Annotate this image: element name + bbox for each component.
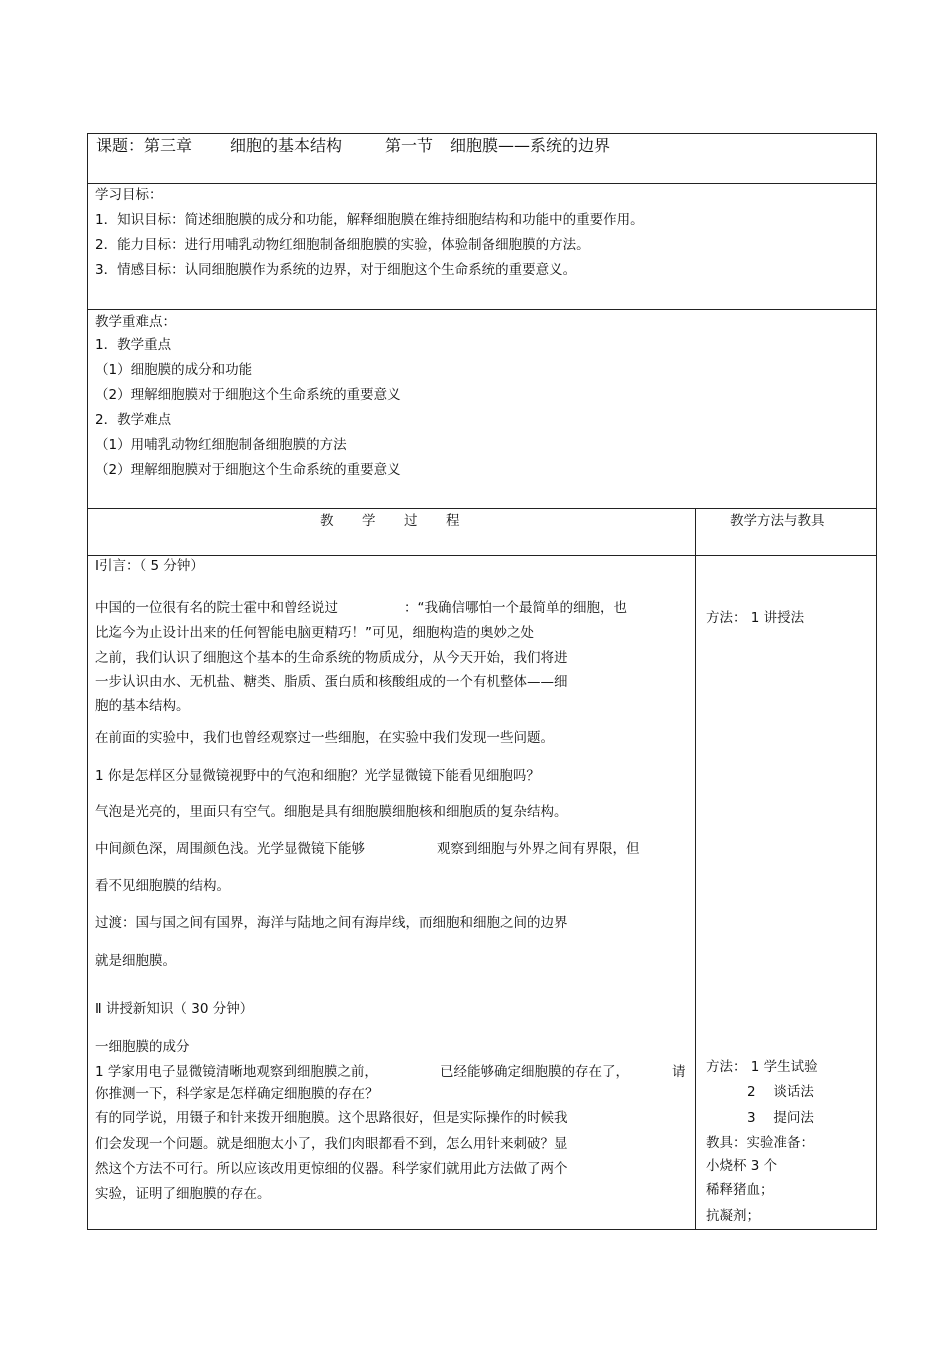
row-divider-process-header [87, 555, 877, 556]
paragraph-line: 有的同学说，用镊子和针来拨开细胞膜。这个思路很好，但是实际操作的时候我 [95, 1110, 568, 1126]
row-divider-objectives [87, 309, 877, 310]
objective-item: 1．知识目标：简述细胞膜的成分和功能，解释细胞膜在维持细胞结构和功能中的重要作用。 [95, 212, 644, 228]
objective-item: 2．能力目标：进行用哺乳动物红细胞制备细胞膜的实验，体验制备细胞膜的方法。 [95, 237, 590, 253]
paragraph-line: 中国的一位很有名的院士霍中和曾经说过 [95, 600, 338, 616]
paragraph-line: 们会发现一个问题。就是细胞太小了，我们肉眼都看不到，怎么用针来刺破？显 [95, 1136, 568, 1152]
transition-line: 就是细胞膜。 [95, 953, 176, 969]
transition-line: 过渡：国与国之间有国界，海洋与陆地之间有海岸线，而细胞和细胞之间的边界 [95, 915, 568, 931]
new-knowledge-title: Ⅱ 讲授新知识（ 30 分钟） [95, 1001, 254, 1017]
tool-line: 抗凝剂； [706, 1208, 760, 1224]
method-line: 2 谈话法 [747, 1084, 814, 1100]
paragraph-line: 一步认识由水、无机盐、糖类、脂质、蛋白质和核酸组成的一个有机整体——细 [95, 674, 568, 690]
keypoint-line: （2）理解细胞膜对于细胞这个生命系统的重要意义 [95, 462, 401, 478]
row-divider-title [87, 183, 877, 184]
methods-header: 教学方法与教具 [730, 513, 825, 529]
objectives-heading: 学习目标： [95, 187, 163, 203]
intro-title: Ⅰ引言：（ 5 分钟） [95, 558, 204, 574]
title-topic: 细胞膜——系统的边界 [450, 136, 611, 155]
paragraph-line: 请 [672, 1064, 686, 1080]
process-header-char: 过 [404, 513, 418, 529]
method-line: 3 提问法 [747, 1110, 814, 1126]
method-line: 方法： 1 讲授法 [706, 610, 805, 626]
answer-line: 观察到细胞与外界之间有界限，但 [437, 841, 640, 857]
keypoint-line: （2）理解细胞膜对于细胞这个生命系统的重要意义 [95, 387, 401, 403]
paragraph-line: 在前面的实验中，我们也曾经观察过一些细胞，在实验中我们发现一些问题。 [95, 730, 554, 746]
paragraph-line: 然这个方法不可行。所以应该改用更惊细的仪器。科学家们就用此方法做了两个 [95, 1161, 568, 1177]
objective-item: 3．情感目标：认同细胞膜作为系统的边界，对于细胞这个生命系统的重要意义。 [95, 262, 577, 278]
keypoint-line: 2．教学难点 [95, 412, 172, 428]
title-prefix: 课题：第三章 [96, 136, 193, 155]
paragraph-line: 你推测一下，科学家是怎样确定细胞膜的存在？ [95, 1086, 379, 1102]
paragraph-line: ：“我确信哪怕一个最简单的细胞，也 [404, 600, 627, 616]
paragraph-line: 之前，我们认识了细胞这个基本的生命系统的物质成分，从今天开始，我们将进 [95, 650, 568, 666]
answer-line: 看不见细胞膜的结构。 [95, 878, 230, 894]
process-header-char: 教 [320, 513, 334, 529]
paragraph-line: 胞的基本结构。 [95, 698, 190, 714]
process-header-char: 程 [446, 513, 460, 529]
keypoints-heading: 教学重难点： [95, 314, 176, 330]
tool-line: 稀释猪血； [706, 1182, 774, 1198]
paragraph-line: 实验，证明了细胞膜的存在。 [95, 1186, 271, 1202]
answer-line: 气泡是光亮的，里面只有空气。细胞是具有细胞膜细胞核和细胞质的复杂结构。 [95, 804, 568, 820]
paragraph-line: 1 学家用电子显微镜清晰地观察到细胞膜之前， [95, 1064, 378, 1080]
answer-line: 中间颜色深，周围颜色浅。光学显微镜下能够 [95, 841, 365, 857]
paragraph-line: 已经能够确定细胞膜的存在了， [440, 1064, 629, 1080]
title-section: 第一节 [385, 136, 434, 155]
title-chapter: 细胞的基本结构 [230, 136, 343, 155]
keypoint-line: （1）用哺乳动物红细胞制备细胞膜的方法 [95, 437, 347, 453]
process-header-char: 学 [362, 513, 376, 529]
tools-heading: 教具：实验准备： [706, 1135, 814, 1151]
keypoint-line: （1）细胞膜的成分和功能 [95, 362, 253, 378]
tool-line: 小烧杯 3 个 [706, 1158, 778, 1174]
paragraph-line: 比迄今为止设计出来的任何智能电脑更精巧！”可见，细胞构造的奥妙之处 [95, 625, 534, 641]
section-heading: 一细胞膜的成分 [95, 1039, 190, 1055]
row-divider-keypoints [87, 508, 877, 509]
method-line: 方法： 1 学生试验 [706, 1059, 818, 1075]
column-divider [695, 508, 696, 1230]
question-line: 1 你是怎样区分显微镜视野中的气泡和细胞？光学显微镜下能看见细胞吗？ [95, 768, 540, 784]
keypoint-line: 1．教学重点 [95, 337, 172, 353]
